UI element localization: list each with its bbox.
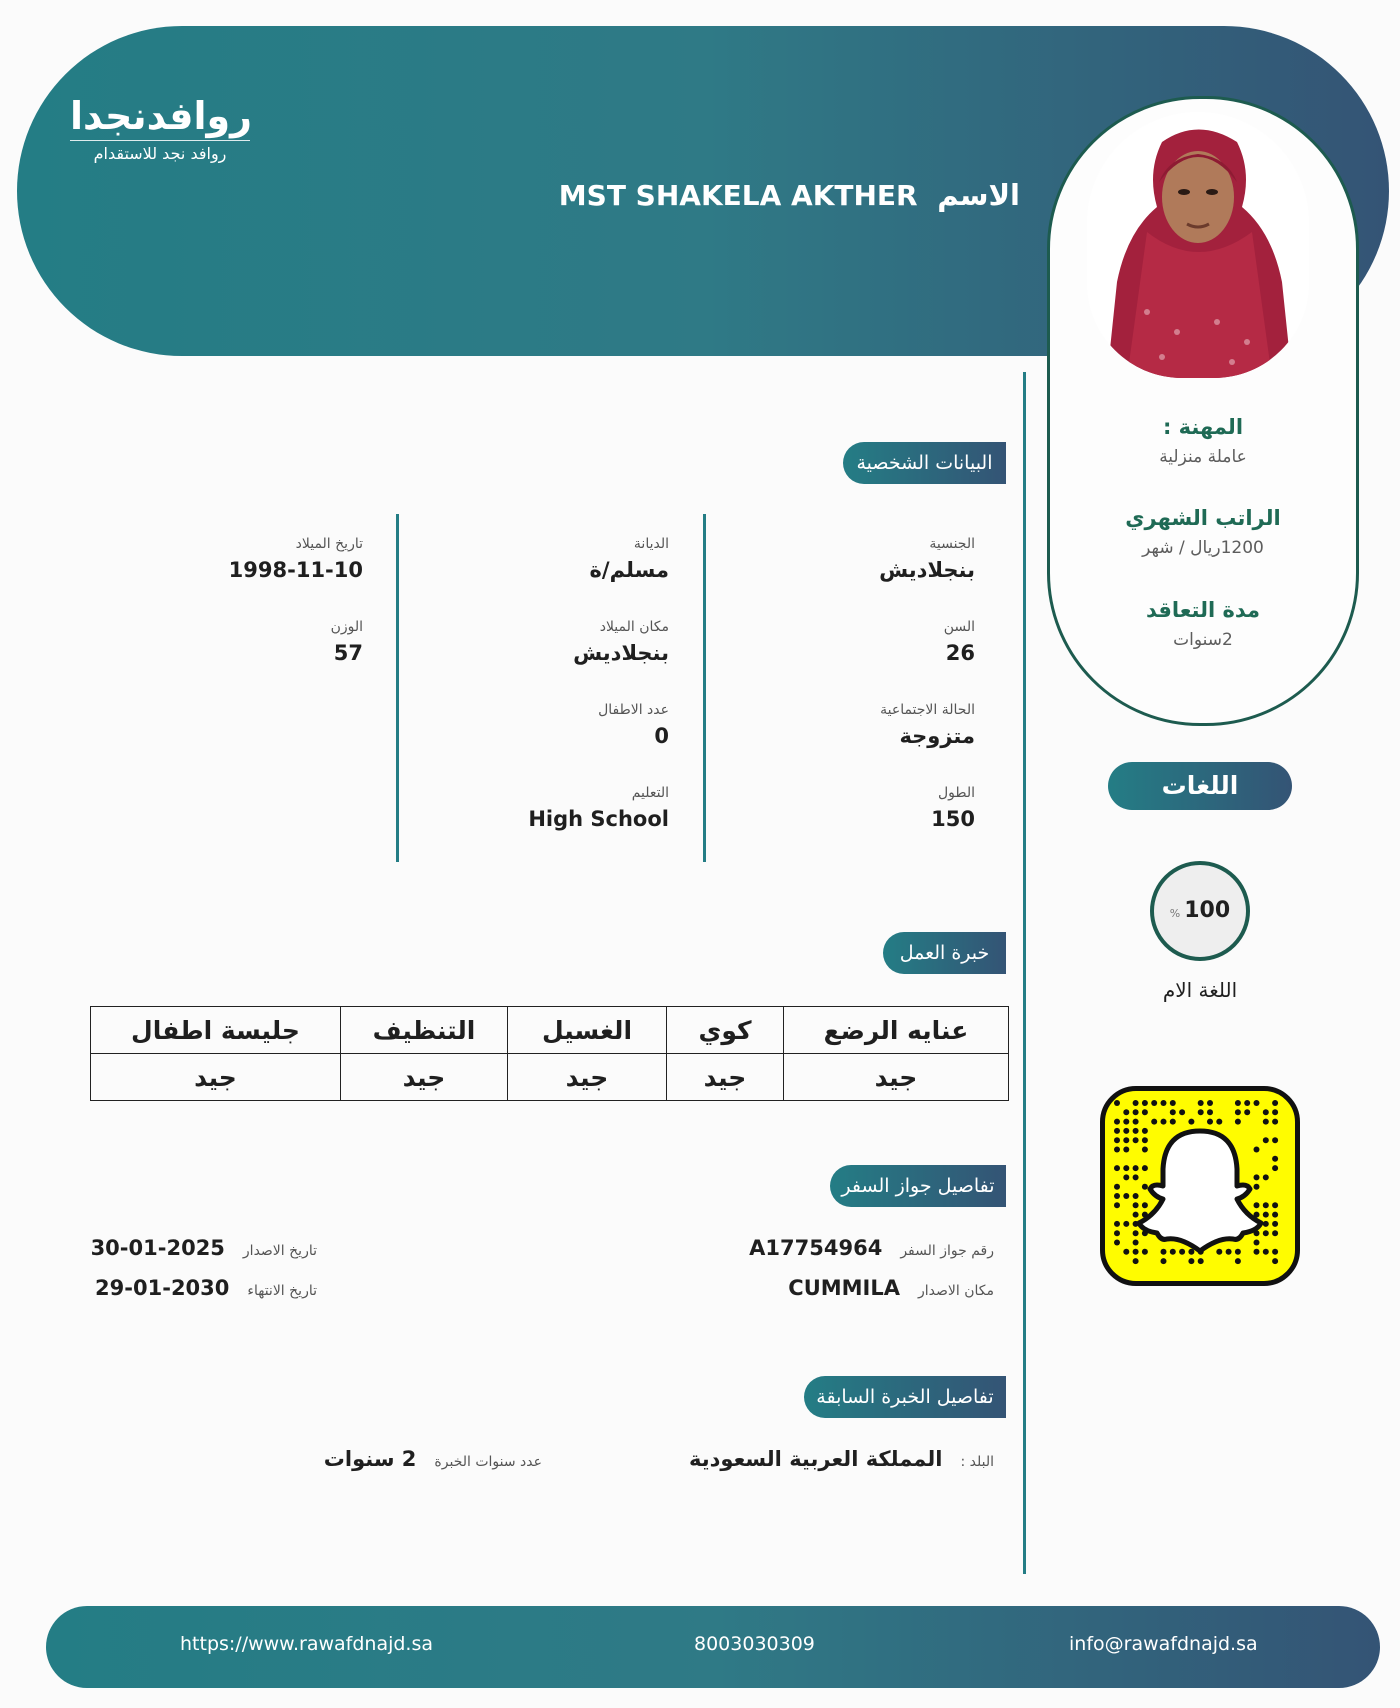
birth-place-field (419, 619, 669, 665)
issue-place-label: مكان الاصدار (918, 1283, 994, 1299)
name-label: الاسم (937, 178, 1020, 212)
skill-value: جيد (91, 1054, 341, 1101)
height-field (725, 785, 975, 831)
skill-value: جيد (508, 1054, 667, 1101)
skills-table (90, 1006, 1009, 1101)
logo-wordmark: روافدنجدا (70, 94, 252, 138)
religion-field (419, 536, 669, 582)
expiry-date-row (95, 1276, 317, 1300)
footer-website-link[interactable]: https://www.rawafdnajd.sa (180, 1633, 434, 1655)
education-field (419, 785, 669, 831)
age-label: السن (943, 619, 975, 635)
birth-date-field (113, 536, 363, 582)
skill-header: الغسيل (508, 1007, 667, 1054)
skill-value: جيد (667, 1054, 784, 1101)
birth-place-label: مكان الميلاد (599, 619, 669, 635)
company-logo (70, 96, 250, 164)
children-label: عدد الاطفال (598, 702, 669, 718)
salary-value: 1200ريال / شهر (1142, 538, 1264, 558)
contract-block (1047, 598, 1359, 650)
issue-place-row (788, 1276, 994, 1300)
issue-place-value: CUMMILA (788, 1276, 900, 1300)
logo-subtitle: روافد نجد للاستقدام (93, 144, 227, 163)
marital-label: الحالة الاجتماعية (880, 702, 975, 718)
nationality-label: الجنسية (929, 536, 975, 552)
previous-country-row (689, 1447, 994, 1471)
contract-label: مدة التعاقد (1145, 598, 1261, 622)
language-percent-circle (1150, 861, 1250, 961)
education-value: High School (528, 807, 669, 831)
marital-field (725, 702, 975, 748)
footer-phone[interactable]: 8003030309 (694, 1633, 815, 1655)
weight-label: الوزن (330, 619, 363, 635)
nationality-value: بنجلاديش (879, 558, 975, 582)
candidate-photo (1087, 112, 1309, 378)
skill-header: جليسة اطفال (91, 1007, 341, 1054)
birth-place-value: بنجلاديش (573, 641, 669, 665)
profession-label: المهنة : (1162, 415, 1244, 439)
section-previous-title: تفاصيل الخبرة السابقة (804, 1376, 1006, 1418)
name-value: MST SHAKELA AKTHER (558, 179, 918, 212)
skill-header: عنايه الرضع (784, 1007, 1009, 1054)
skill-value: جيد (784, 1054, 1009, 1101)
column-divider-left (396, 514, 399, 862)
candidate-name (559, 178, 1020, 212)
issue-date-label: تاريخ الاصدار (242, 1243, 317, 1259)
previous-years-label: عدد سنوات الخبرة (434, 1454, 542, 1470)
column-divider-right (703, 514, 706, 862)
passport-number-row (749, 1236, 994, 1260)
education-label: التعليم (631, 785, 669, 801)
religion-label: الديانة (633, 536, 669, 552)
salary-label: الراتب الشهري (1125, 506, 1281, 530)
expiry-date-label: تاريخ الانتهاء (247, 1283, 317, 1299)
skills-value-row (91, 1054, 1009, 1101)
section-passport-title: تفاصيل جواز السفر (830, 1165, 1006, 1207)
marital-value: متزوجة (899, 724, 975, 748)
languages-title: اللغات (1108, 762, 1292, 810)
section-personal-title: البيانات الشخصية (843, 442, 1006, 484)
previous-years-value: 2 سنوات (323, 1447, 417, 1471)
contract-value: 2سنوات (1173, 630, 1233, 650)
age-value: 26 (945, 641, 975, 665)
snapchat-code[interactable] (1100, 1086, 1300, 1286)
section-experience-title: خبرة العمل (883, 932, 1006, 974)
birth-date-value: 1998-11-10 (228, 558, 363, 582)
salary-block (1047, 506, 1359, 558)
passport-number-value: A17754964 (749, 1236, 883, 1260)
expiry-date-value: 2030-01-29 (95, 1276, 230, 1300)
previous-country-value: المملكة العربية السعودية (689, 1447, 943, 1471)
skill-header: كوي (667, 1007, 784, 1054)
skill-value: جيد (341, 1054, 508, 1101)
timeline-line (1023, 372, 1026, 1574)
logo-divider (70, 140, 250, 141)
skill-header: التنظيف (341, 1007, 508, 1054)
percent-sign: % (1169, 907, 1181, 920)
percent-value: 100 (1184, 898, 1231, 923)
birth-date-label: تاريخ الميلاد (295, 536, 363, 552)
issue-date-row (91, 1236, 317, 1260)
passport-number-label: رقم جواز السفر (900, 1243, 994, 1259)
skills-header-row (91, 1007, 1009, 1054)
previous-years-row (324, 1447, 542, 1471)
height-label: الطول (937, 785, 975, 801)
language-name: اللغة الام (1162, 978, 1238, 1002)
children-value: 0 (654, 724, 669, 748)
age-field (725, 619, 975, 665)
footer-email-link[interactable]: info@rawafdnajd.sa (1069, 1633, 1258, 1655)
height-value: 150 (931, 807, 975, 831)
weight-value: 57 (333, 641, 363, 665)
religion-value: مسلم/ة (589, 558, 669, 582)
nationality-field (725, 536, 975, 582)
profession-block (1047, 415, 1359, 467)
children-field (419, 702, 669, 748)
previous-country-label: البلد : (960, 1454, 994, 1470)
issue-date-value: 2025-01-30 (90, 1236, 225, 1260)
profession-value: عاملة منزلية (1159, 447, 1247, 467)
weight-field (113, 619, 363, 665)
